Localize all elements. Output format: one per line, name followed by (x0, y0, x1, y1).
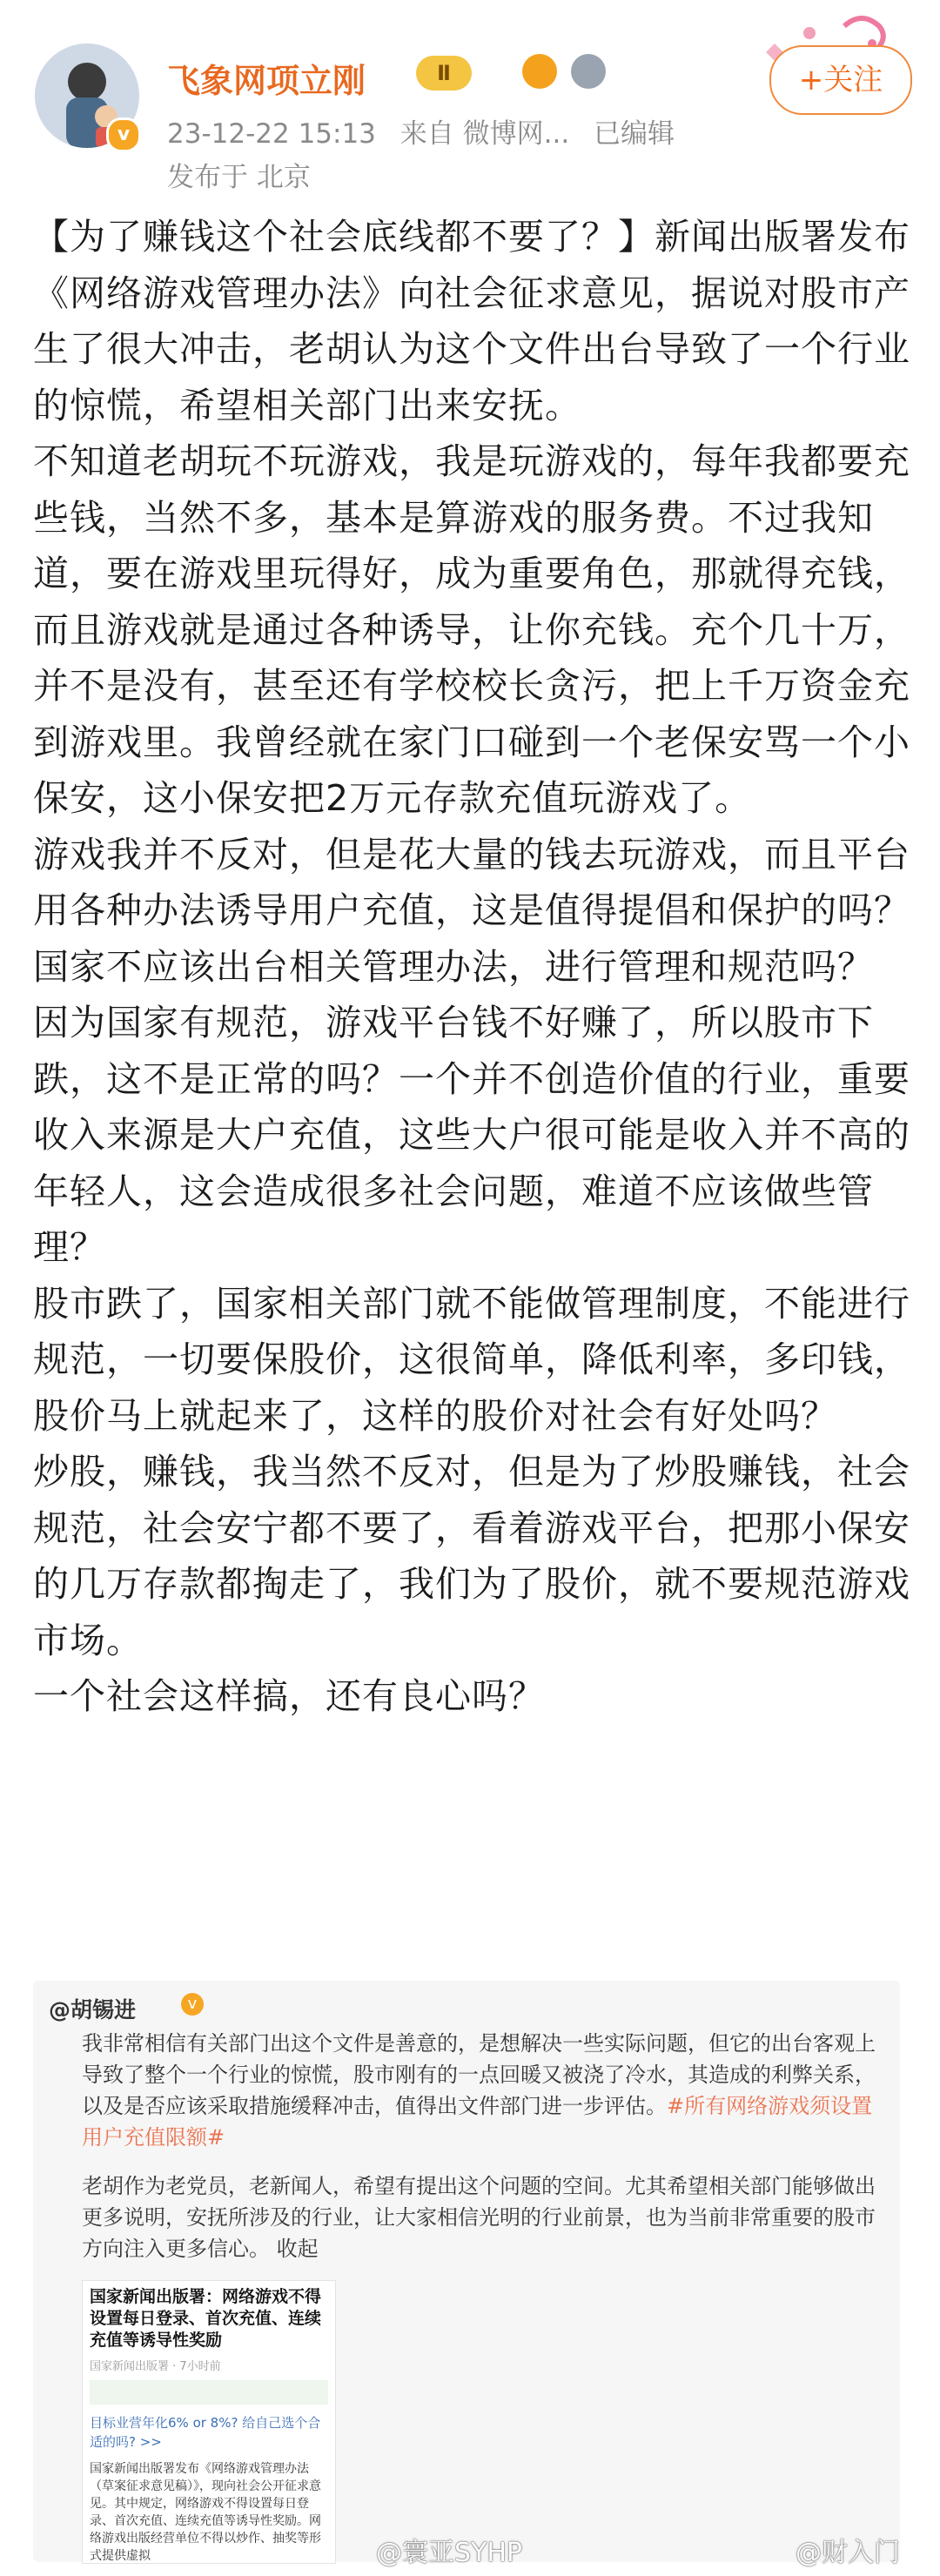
quoted-text (82, 2028, 878, 2153)
follow-button[interactable]: +关注 (769, 45, 912, 115)
watermark-left: @寰亚SYHP (376, 2538, 523, 2568)
hashtag-link[interactable]: #所有网络游戏须设置用户充值限额# (82, 2094, 873, 2150)
post-paragraph: 游戏我并不反对，但是花大量的钱去玩游戏，而且平台用各种办法诱导用户充值，这是值得提倡和保护的吗？国家不应该出台相关管理办法，进行管理和规范吗？ (33, 833, 910, 988)
thumbnail-body: 国家新闻出版署发布《网络游戏管理办法（草案征求意见稿）》，现向社会公开征求意见。其中规定，网络游戏不得设置每日登录、首次充值、连续充值等诱导性奖励。网络游戏出版经营单位不得以炒作、抽奖等形式提供虚拟 (90, 2462, 321, 2563)
edited-label[interactable]: 已编辑 (594, 118, 675, 150)
post-timestamp: 23-12-22 15:13 (167, 118, 376, 150)
fan-badge-icon[interactable] (522, 54, 557, 89)
quoted-text-body: 我非常相信有关部门出这个文件是善意的，是想解决一些实际问题，但它的出台客观上导致了整个一个行业的惊慌，股市刚有的一点回暖又被浇了冷水，其造成的利弊关系，以及是否应该采取措施缓释冲击，值得出文件部门进一步评估。 (82, 2031, 876, 2118)
post-paragraph: 炒股，赚钱，我当然不反对，但是为了炒股赚钱，社会规范，社会安宁都不要了，看着游戏平台，把那小保安的几万存款都掏走了，我们为了股价，就不要规范游戏市场。 (33, 1451, 910, 1661)
post-location: 发布于 北京 (167, 162, 311, 193)
thumbnail-headline: 国家新闻出版署：网络游戏不得设置每日登录、首次充值、连续充值等诱导性奖励 (90, 2287, 322, 2350)
quoted-author[interactable]: @胡锡进 (49, 1997, 137, 2023)
username[interactable]: 飞象网项立刚 (167, 62, 366, 100)
thumbnail-meta: 国家新闻出版署 · 7小时前 (90, 2360, 221, 2373)
thumbnail-chart (90, 2380, 328, 2405)
post-paragraph: 因为国家有规范，游戏平台钱不好赚了，所以股市下跌，这不是正常的吗？一个并不创造价值的行业，重要收入来源是大户充值，这些大户很可能是收入并不高的年轻人，这会造成很多社会问题，难道不应该做些管理？ (33, 1002, 910, 1268)
post-paragraph: 【为了赚钱这个社会底线都不要了？】新闻出版署发布《网络游戏管理办法》向社会征求意见，据说对股市产生了很大冲击，老胡认为这个文件出台导致了一个行业的惊慌，希望相关部门出来安抚。 (33, 216, 910, 426)
post-meta (167, 111, 690, 151)
level-badge-icon[interactable]: Ⅱ (416, 56, 472, 91)
watermark-right: @财入门 (796, 2538, 900, 2568)
quoted-image-thumbnail[interactable] (82, 2280, 336, 2564)
post-paragraph: 股市跌了，国家相关部门就不能做管理制度，不能进行规范，一切要保股价，这很简单，降低利率，多印钱，股价马上就起来了，这样的股价对社会有好处吗？ (33, 1282, 910, 1437)
collapse-link[interactable]: 收起 (276, 2237, 319, 2261)
medal-badge-icon[interactable] (571, 54, 606, 89)
quoted-text-body-2: 老胡作为老党员，老新闻人，希望有提出这个问题的空间。尤其希望相关部门能够做出更多说明，安抚所涉及的行业，让大家相信光明的行业前景，也为当前非常重要的股市方向注入更多信心。 (82, 2174, 876, 2261)
post-source[interactable]: 来自 微博网... (400, 118, 570, 150)
post-paragraph: 一个社会这样搞，还有良心吗？ (33, 1675, 545, 1717)
post-paragraph: 不知道老胡玩不玩游戏，我是玩游戏的，每年我都要充些钱，当然不多，基本是算游戏的服务费。不过我知道，要在游戏里玩得好，成为重要角色，那就得充钱，而且游戏就是通过各种诱导，让你充钱。充个几十万，并不是没有，甚至还有学校校长贪污，把上千万资金充到游戏里。我曾经就在家门口碰到一个老保安骂一个小保安，这小保安把2万元存款充值玩游戏了。 (33, 440, 910, 819)
quoted-verified-icon: v (181, 1993, 204, 2016)
thumbnail-link: 目标业营年化6% or 8%? 给自己选个合适的吗? >> (90, 2415, 321, 2450)
post-header (0, 0, 940, 209)
quoted-text-2 (82, 2170, 878, 2264)
verified-badge-icon: v (106, 117, 141, 152)
post-body (33, 209, 912, 1725)
